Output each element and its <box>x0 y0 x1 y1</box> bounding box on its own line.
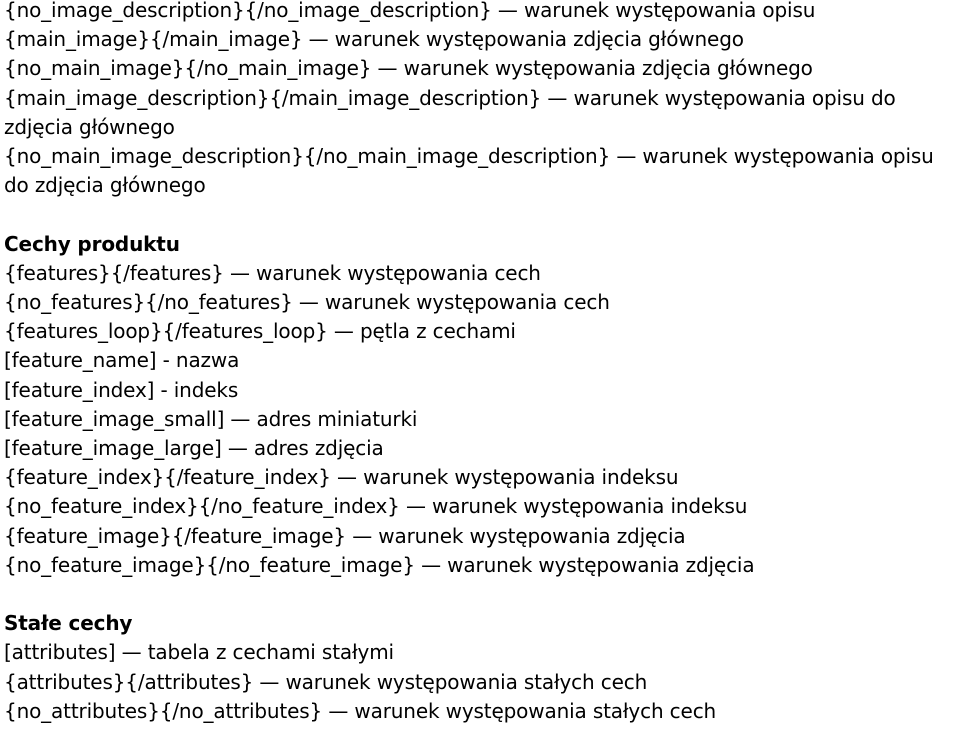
doc-line: [feature_name] - nazwa <box>4 348 240 373</box>
doc-line: {features}{/features} — warunek występowania cech <box>4 260 541 285</box>
document-body <box>4 0 960 726</box>
spacer <box>4 200 960 229</box>
doc-line: [feature_image_large] — adres zdjęcia <box>4 436 384 461</box>
doc-line: {no_image_description}{/no_image_description} — warunek występowania opisu <box>4 0 816 22</box>
doc-line: {main_image_description}{/main_image_description} — warunek występowania opisu do zdjęcia głównego <box>4 85 896 139</box>
doc-line: [feature_image_small] — adres miniaturki <box>4 406 418 431</box>
section-heading: Cechy produktu <box>4 231 180 256</box>
image-conditions-section <box>4 0 960 200</box>
doc-line: [attributes] — tabela z cechami stałymi <box>4 640 394 665</box>
attributes-section <box>4 609 960 726</box>
doc-line: {no_main_image_description}{/no_main_image_description} — warunek występowania opisu do zdjęcia głównego <box>4 144 934 198</box>
doc-line: {attributes}{/attributes} — warunek występowania stałych cech <box>4 669 648 694</box>
doc-line: {no_feature_index}{/no_feature_index} — warunek występowania indeksu <box>4 494 748 519</box>
doc-line: {no_main_image}{/no_main_image} — warunek występowania zdjęcia głównego <box>4 56 813 81</box>
section-heading: Stałe cechy <box>4 611 133 636</box>
doc-line: {no_features}{/no_features} — warunek występowania cech <box>4 290 610 315</box>
doc-line: {no_feature_image}{/no_feature_image} — warunek występowania zdjęcia <box>4 552 755 577</box>
doc-line: {feature_image}{/feature_image} — warunek występowania zdjęcia <box>4 523 686 548</box>
doc-line: [feature_index] - indeks <box>4 377 239 402</box>
doc-line: {feature_index}{/feature_index} — warunek występowania indeksu <box>4 465 679 490</box>
features-section <box>4 230 960 580</box>
doc-line: {features_loop}{/features_loop} — pętla z cechami <box>4 319 516 344</box>
doc-line: {no_attributes}{/no_attributes} — warunek występowania stałych cech <box>4 698 717 723</box>
spacer <box>4 580 960 609</box>
doc-line: {main_image}{/main_image} — warunek występowania zdjęcia głównego <box>4 27 744 52</box>
